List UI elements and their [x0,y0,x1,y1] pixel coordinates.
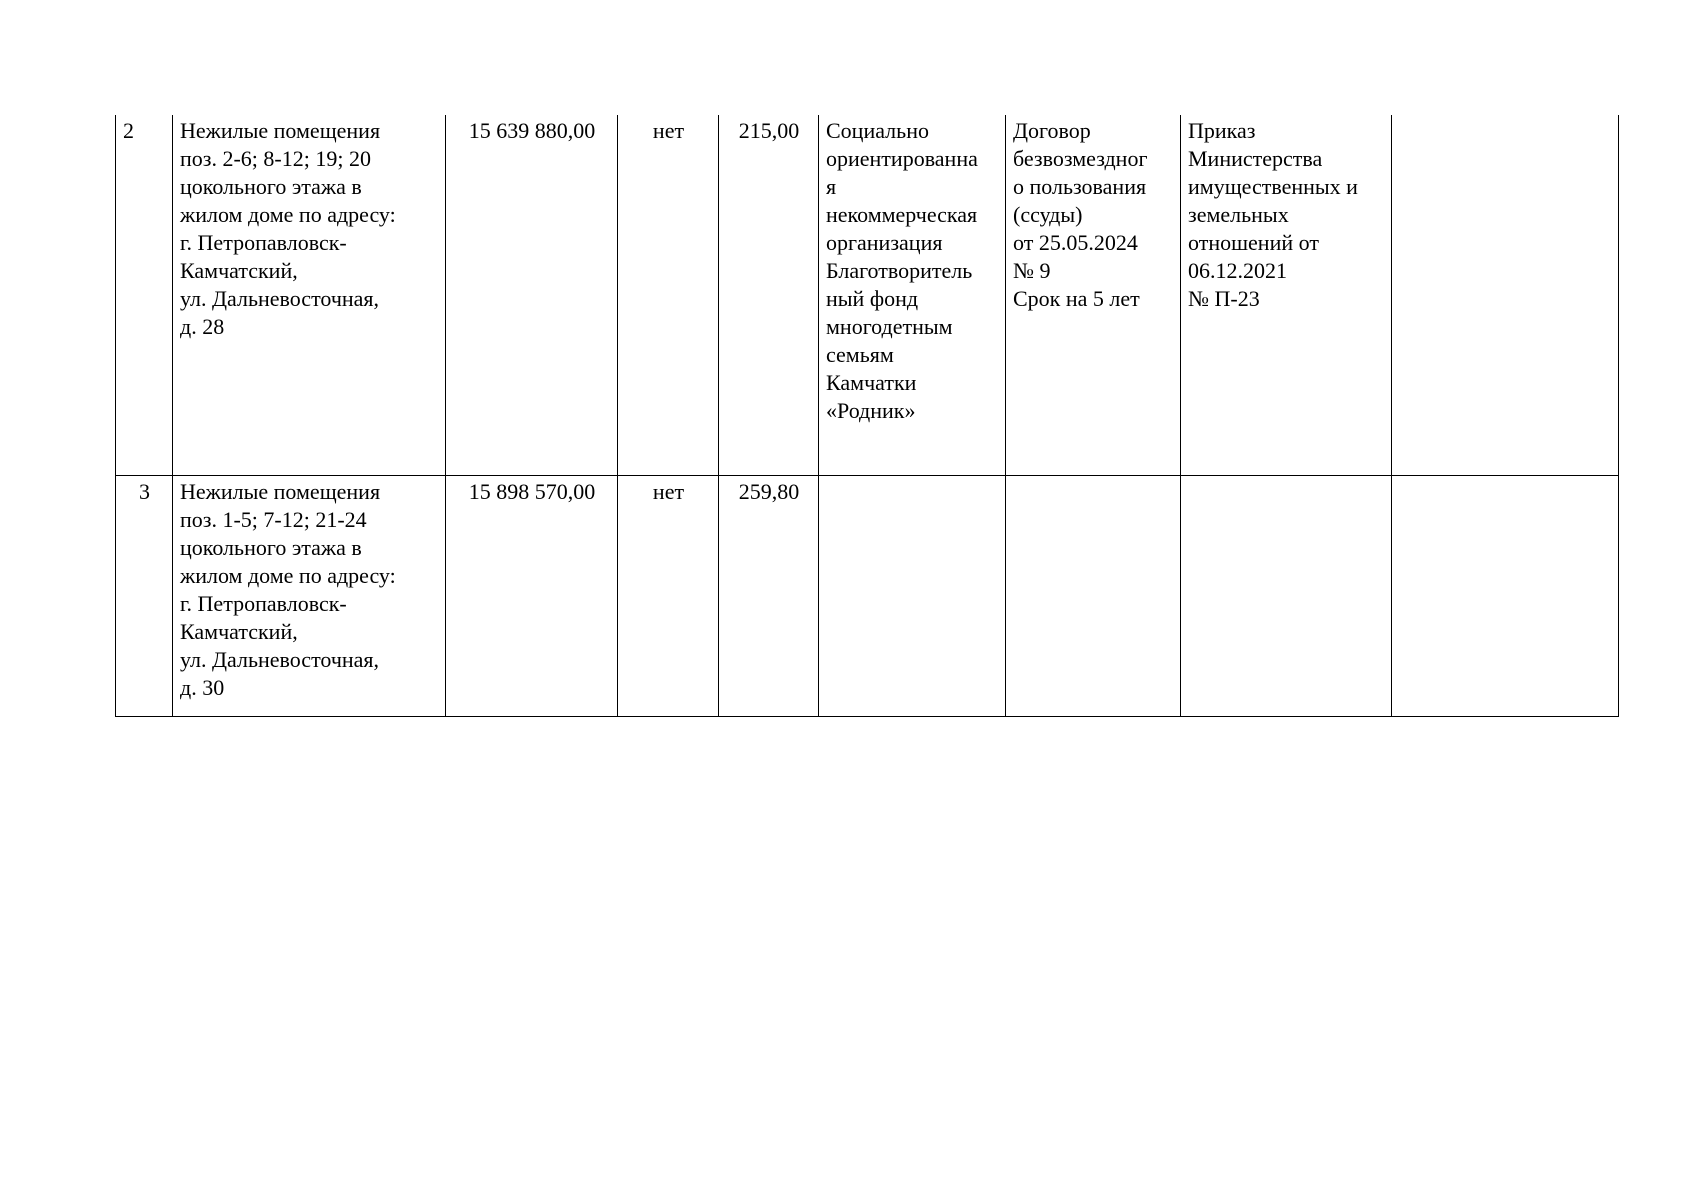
object-description-cell: Нежилые помещения поз. 2-6; 8-12; 19; 20 цокольного этажа в жилом доме по адресу: г. Петропавловск- Камчатский, ул. Дальневосточная, д. 28 [173,115,446,475]
area-cell: 259,80 [719,475,819,716]
rights-holder-cell: Социально ориентированна я некоммерческая организация Благотворитель ный фонд многодетным семьям Камчатки «Родник» [819,115,1006,475]
table-row [116,115,1619,475]
table-row [116,475,1619,716]
encumbrance-cell: нет [618,115,719,475]
contract-cell: Договор безвозмездног о пользования (ссуды) от 25.05.2024 № 9 Срок на 5 лет [1006,115,1181,475]
object-description-cell: Нежилые помещения поз. 1-5; 7-12; 21-24 цокольного этажа в жилом доме по адресу: г. Петропавловск- Камчатский, ул. Дальневосточная, д. 30 [173,475,446,716]
row-number-cell: 3 [116,475,173,716]
order-cell: Приказ Министерства имущественных и земельных отношений от 06.12.2021 № П-23 [1181,115,1392,475]
area-cell: 215,00 [719,115,819,475]
contract-cell [1006,475,1181,716]
note-cell [1392,115,1619,475]
cadastral-value-cell: 15 639 880,00 [446,115,618,475]
encumbrance-cell: нет [618,475,719,716]
order-cell [1181,475,1392,716]
cadastral-value-cell: 15 898 570,00 [446,475,618,716]
row-number-cell: 2 [116,115,173,475]
note-cell [1392,475,1619,716]
rights-holder-cell [819,475,1006,716]
property-registry-table [115,115,1619,717]
